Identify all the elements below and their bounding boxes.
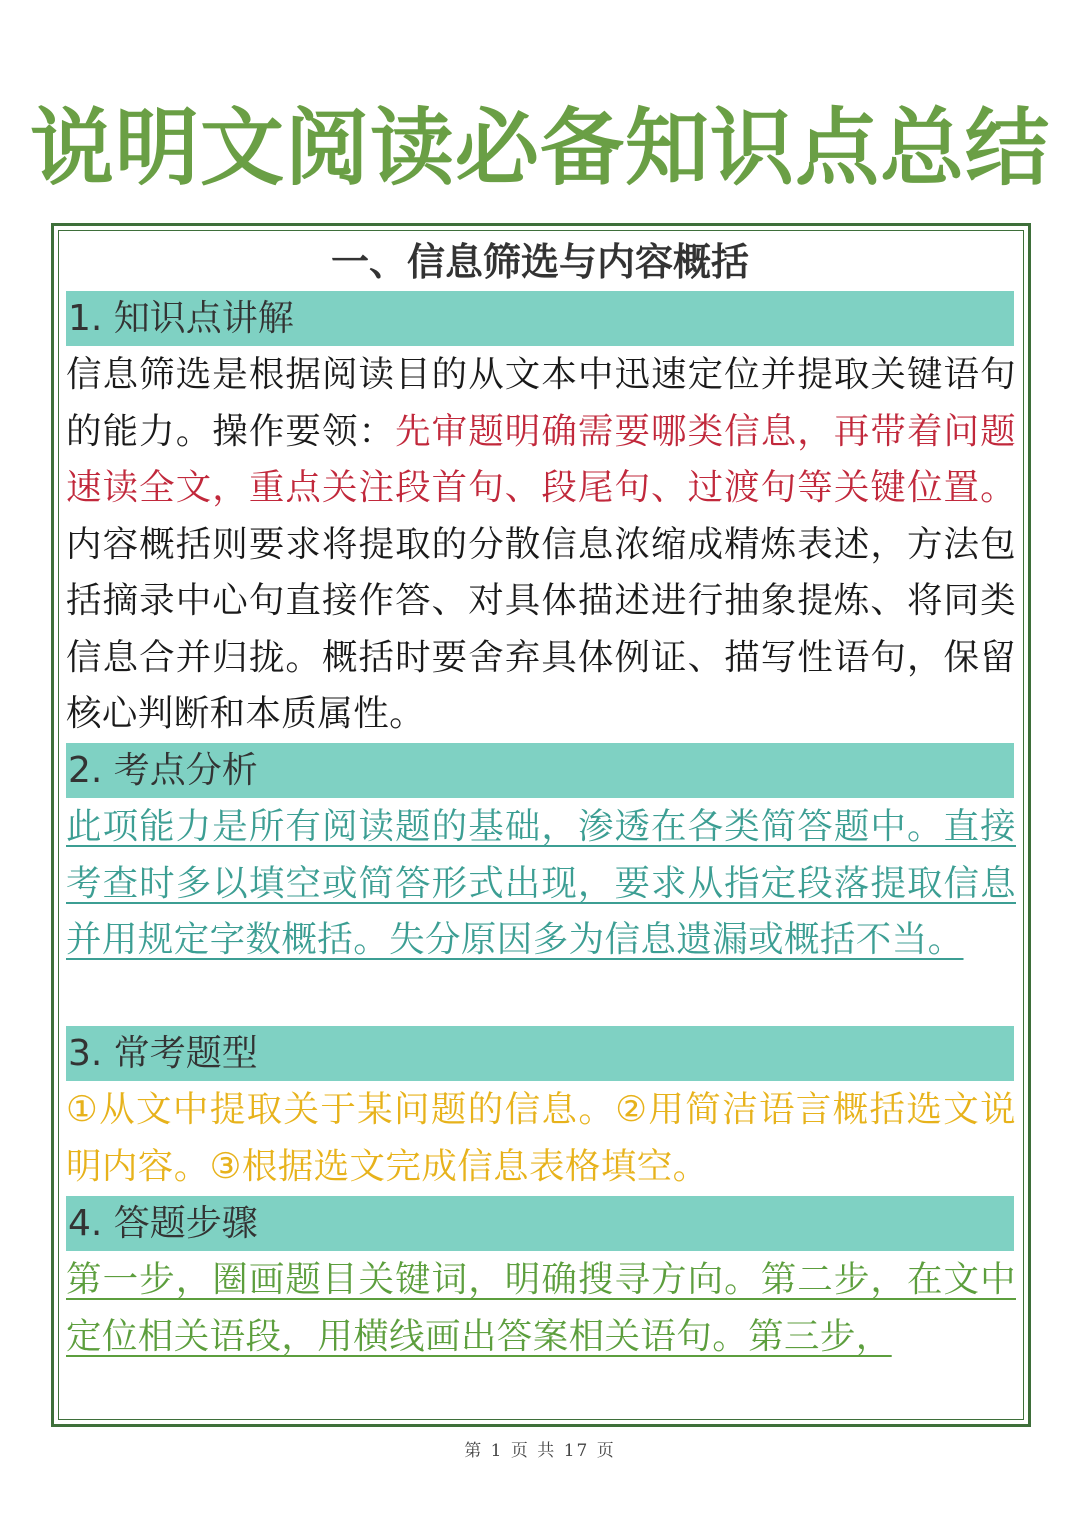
subheader-answer-steps: 4. 答题步骤	[66, 1196, 1014, 1251]
page-title: 说明文阅读必备知识点总结	[29, 99, 1050, 197]
subheader-question-types: 3. 常考题型	[66, 1026, 1014, 1081]
paragraph-answer-steps: 第一步，圈画题目关键词，明确搜寻方向。第二步，在文中定位相关语段，用横线画出答案相关语句。第三步，	[66, 1259, 1016, 1357]
paragraph-exam-analysis: 此项能力是所有阅读题的基础，渗透在各类简答题中。直接考查时多以填空或简答形式出现，要求从指定段落提取信息并用规定字数概括。失分原因多为信息遗漏或概括不当。	[66, 806, 1016, 960]
paragraph-text: 信息筛选是根据阅读目的从文本中迅速定位并提取关键语句的能力。操作要领：	[66, 354, 1016, 452]
subheader-exam-analysis: 2. 考点分析	[66, 743, 1014, 798]
paragraph-question-types: ①从文中提取关于某问题的信息。②用简洁语言概括选文说明内容。③根据选文完成信息表格填空。	[66, 1089, 1016, 1187]
paragraph-text: 内容概括则要求将提取的分散信息浓缩成精炼表述，方法包括摘录中心句直接作答、对具体描述进行抽象提炼、将同类信息合并归拢。概括时要舍弃具体例证、描写性语句，保留核心判断和本质属性。	[66, 523, 1016, 734]
highlighted-text: 先审题明确需要哪类信息，再带着问题速读全文，重点关注段首句、段尾句、过渡句等关键位置。	[66, 410, 1016, 508]
paragraph-knowledge-explanation	[66, 347, 1016, 743]
section-title: 一、信息筛选与内容概括	[330, 240, 749, 284]
subheader-knowledge-explanation: 1. 知识点讲解	[66, 291, 1014, 346]
page-footer: 第 1 页 共 17 页	[464, 1441, 616, 1461]
